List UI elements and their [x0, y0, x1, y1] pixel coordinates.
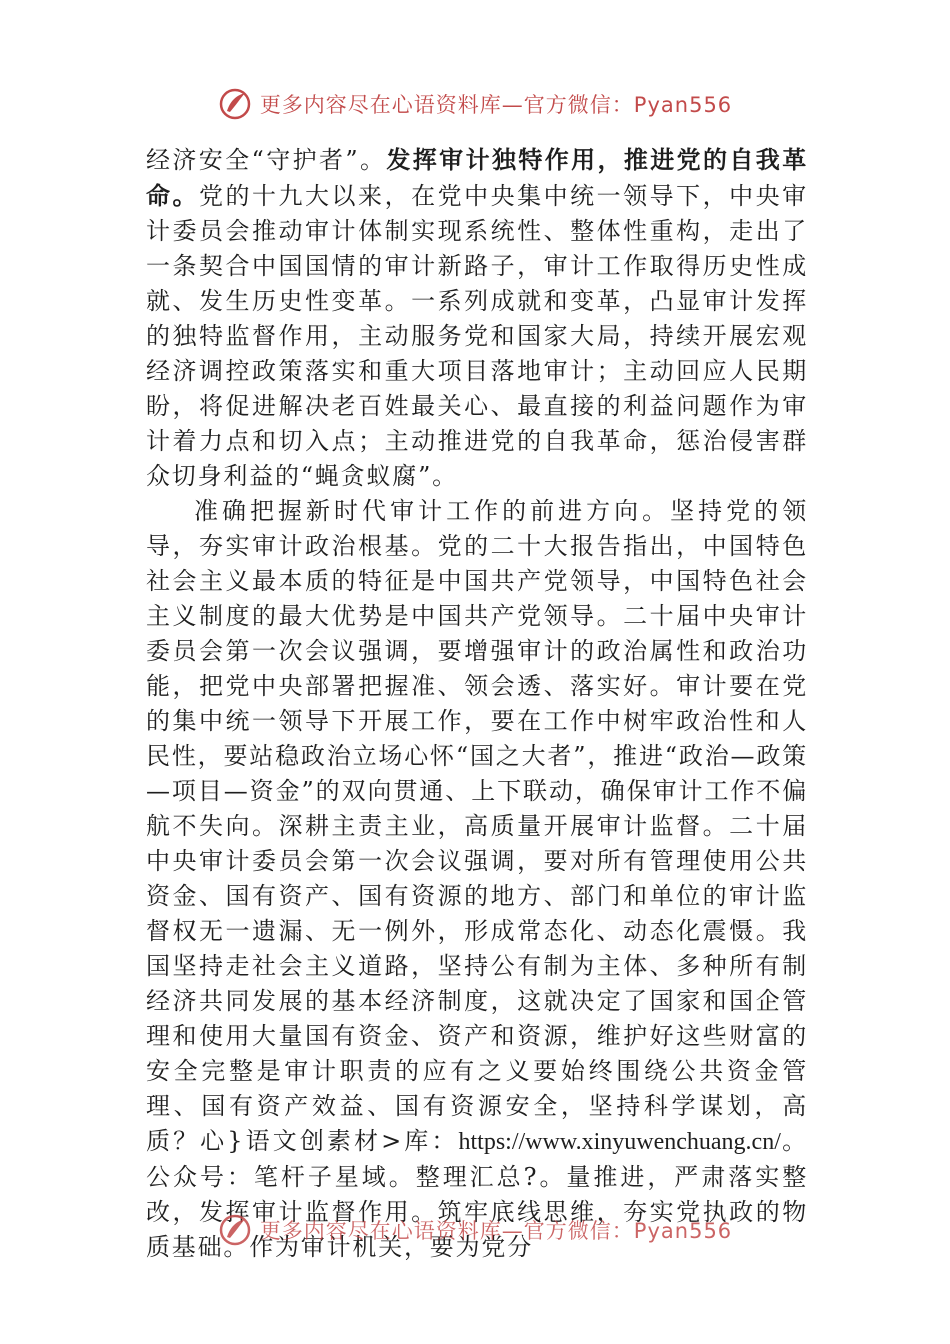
paragraph-2-text-b: 。公众号：笔杆子星域。整理汇总?。量推进，严肃落实整改，发挥审计监督作用。筑牢底线思维，夯实党执政的物质基础。作为审计机关，要为党分: [146, 1127, 808, 1261]
logo-icon: [218, 87, 252, 121]
paragraph-2: [146, 494, 808, 1265]
document-body: [146, 142, 808, 1265]
paragraph-1: [146, 142, 808, 494]
watermark-text: 更多内容尽在心语资料库—官方微信：Pyan556: [259, 93, 733, 117]
paragraph-1-bold: 发挥审计独特作用，推进党的自我革命。: [146, 145, 808, 210]
watermark-banner-bottom: [0, 1210, 950, 1250]
paragraph-2-text-a: 准确把握新时代审计工作的前进方向。坚持党的领导，夯实审计政治根基。党的二十大报告指出，中国特色社会主义最本质的特征是中国共产党领导，中国特色社会主义制度的最大优势是中国共产党领导。二十届中央审计委员会第一次会议强调，要增强审计的政治属性和政治功能，把党中央部署把握准、领会透、落实好。审计要在党的集中统一领导下开展工作，要在工作中树牢政治性和人民性，要站稳政治立场心怀“国之大者”，推进“政治—政策—项目—资金”的双向贯通、上下联动，确保审计工作不偏航不失向。深耕主责主业，高质量开展审计监督。二十届中央审计委员会第一次会议强调，要对所有管理使用公共资金、国有资产、国有资源的地方、部门和单位的审计监督权无一遗漏、无一例外，形成常态化、动态化震慑。我国坚持走社会主义道路，坚持公有制为主体、多种所有制经济共同发展的基本经济制度，这就决定了国家和国企管理和使用大量国有资金、资产和资源，维护好这些财富的安全完整是审计职责的应有之义要始终围绕公共资金管理、国有资产效益、国有资源安全，坚持科学谋划，高质？心}语文创素材>库：: [146, 497, 808, 1155]
website-link[interactable]: https://www.xinyuwenchuang.cn/: [458, 1129, 781, 1155]
watermark-text-bottom: 更多内容尽在心语资料库—官方微信：Pyan556: [259, 1219, 733, 1243]
paragraph-1-rest: 党的十九大以来，在党中央集中统一领导下，中央审计委员会推动审计体制实现系统性、整体性重构，走出了一条契合中国国情的审计新路子，审计工作取得历史性成就、发生历史性变革。一系列成就和变革，凸显审计发挥的独特监督作用，主动服务党和国家大局，持续开展宏观经济调控政策落实和重大项目落地审计；主动回应人民期盼，将促进解决老百姓最关心、最直接的利益问题作为审计着力点和切入点；主动推进党的自我革命，惩治侵害群众切身利益的“蝇贪蚁腐”。: [146, 182, 808, 490]
logo-icon: [218, 1213, 252, 1247]
watermark-banner-top: [0, 84, 950, 124]
paragraph-1-lead: 经济安全“守护者”。: [146, 146, 387, 174]
